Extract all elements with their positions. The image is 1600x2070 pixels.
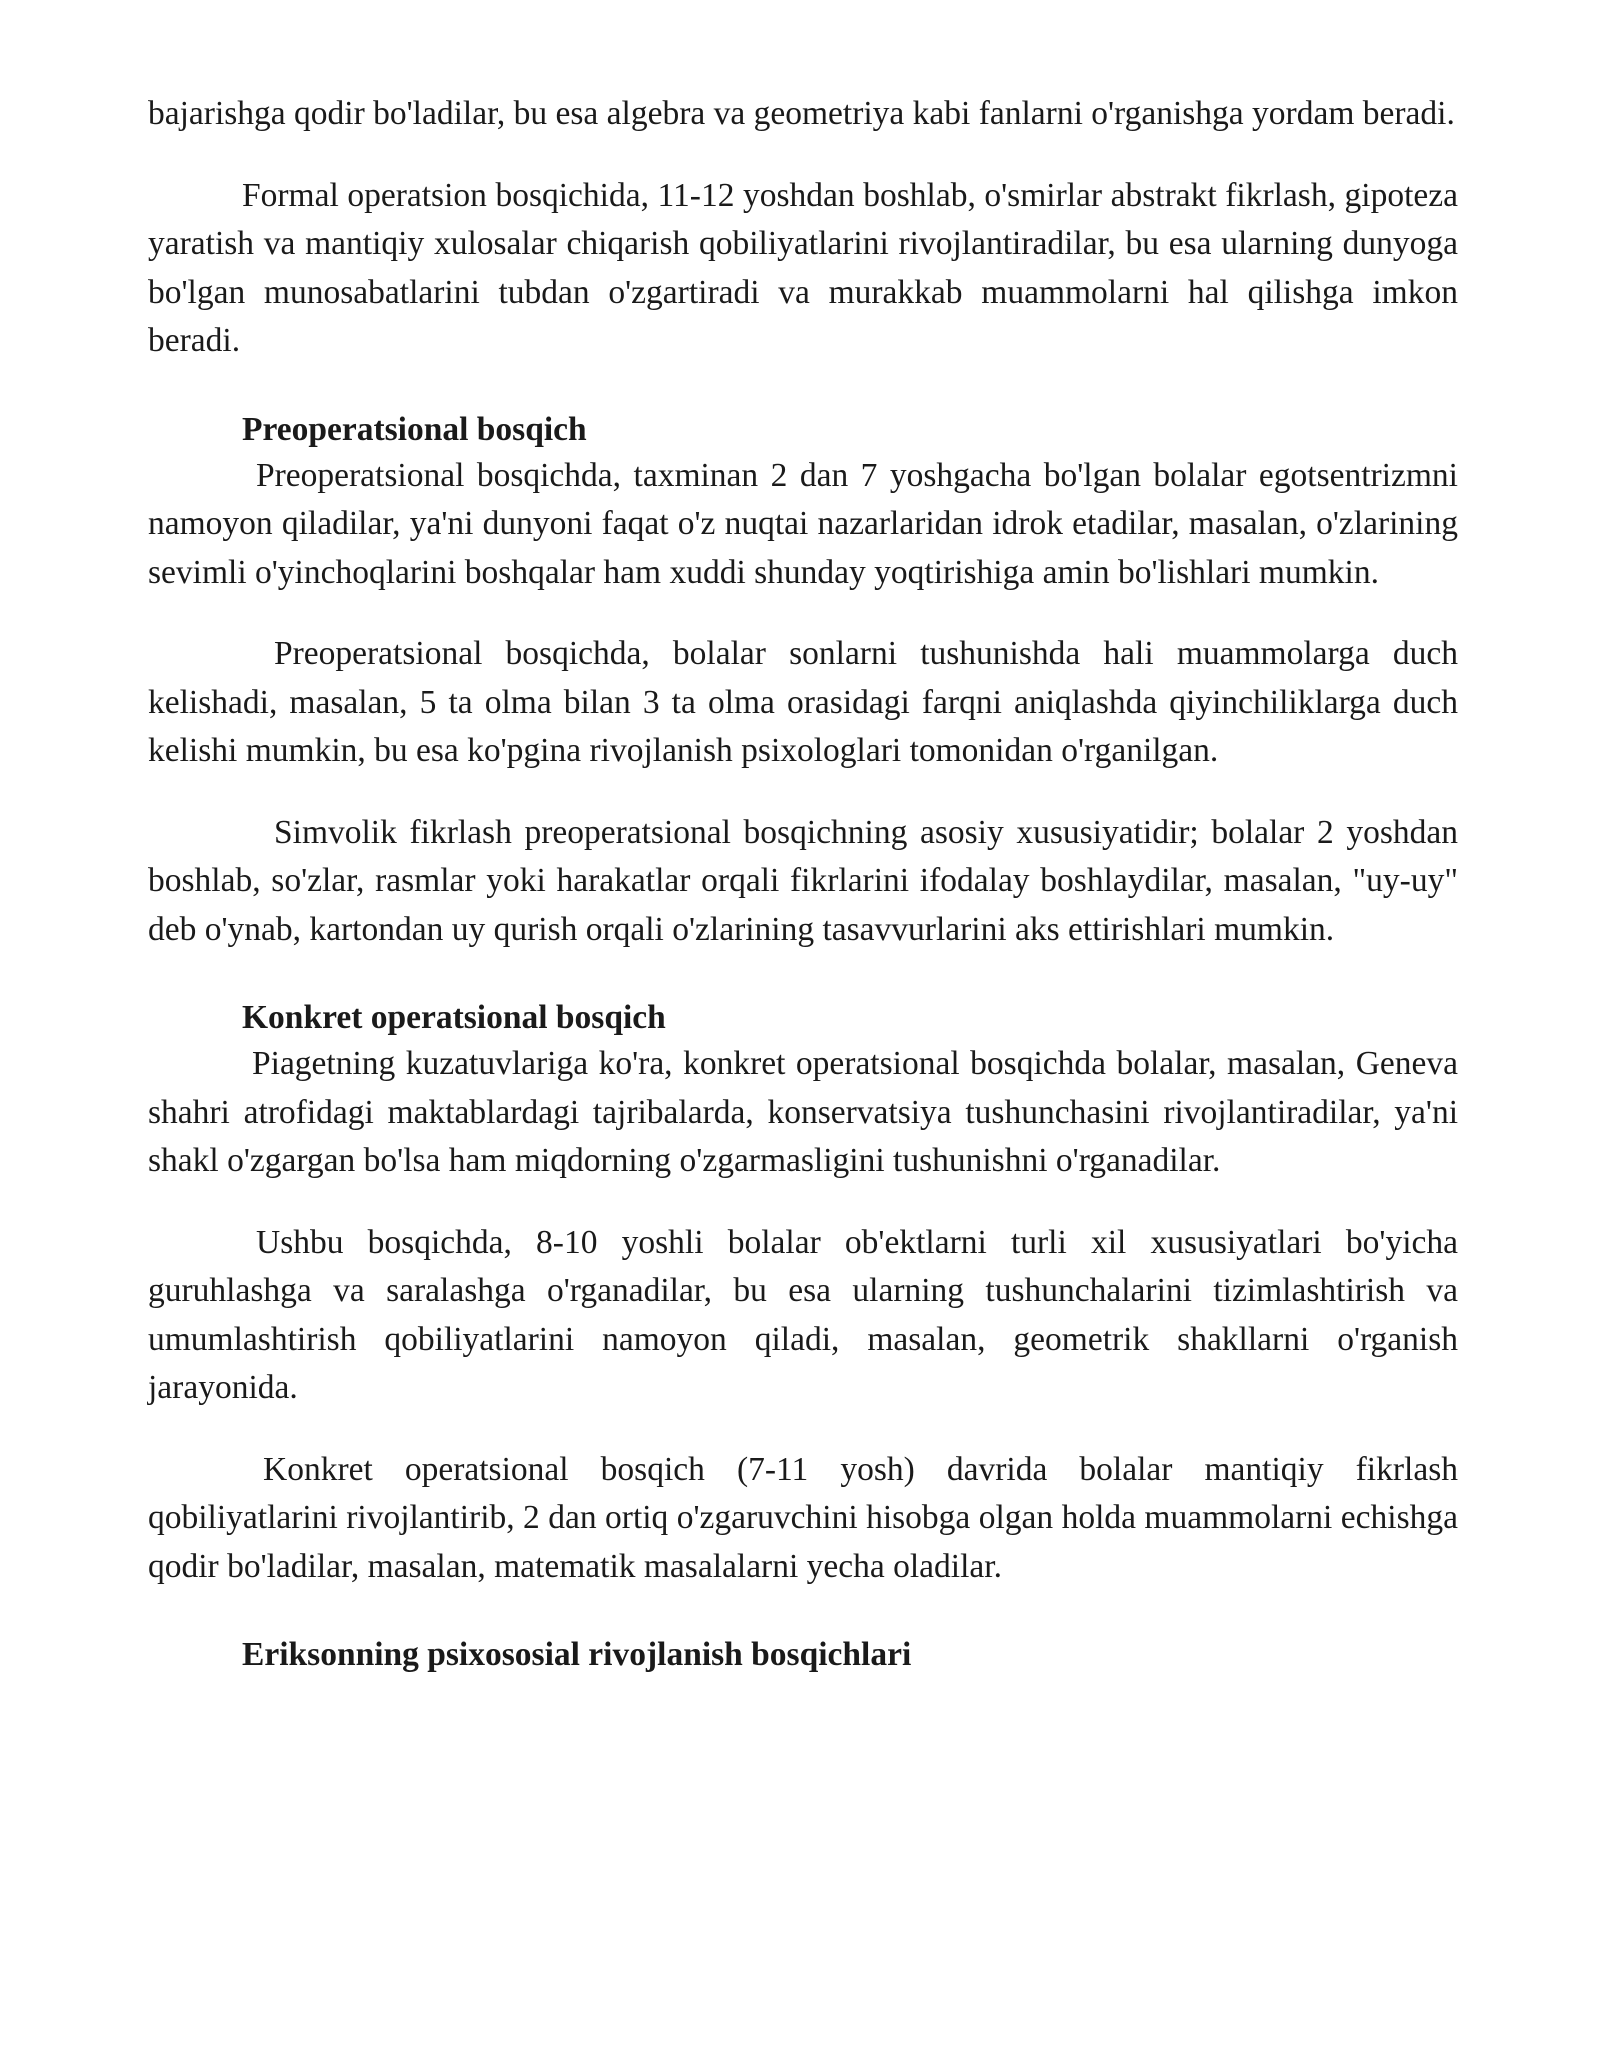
- paragraph-conservation: Piagetning kuzatuvlariga ko'ra, konkret operatsional bosqichda bolalar, masalan, Geneva shahri atrofidagi maktablardagi tajribalarda, konservatsiya tushunchasini rivojlantiradilar, ya'ni shakl o'zgargan bo'lsa ham miqdorning o'zgarmasligini tushunishni o'rganadilar.: [148, 1045, 1458, 1179]
- document-page: [148, 90, 1458, 1677]
- paragraph-continued: bajarishga qodir bo'ladilar, bu esa algebra va geometriya kabi fanlarni o'rganishga yordam beradi.: [148, 95, 1455, 132]
- heading-preoperational-stage: Preoperatsional bosqich: [242, 410, 587, 448]
- paragraph-egocentrism: Preoperatsional bosqichda, taxminan 2 dan 7 yoshgacha bo'lgan bolalar egotsentrizmni namoyon qiladilar, ya'ni dunyoni faqat o'z nuqtai nazarlaridan idrok etadilar, masalan, o'zlarining sevimli o'yinchoqlarini boshqalar ham xuddi shunday yoqtirishiga amin bo'lishlari mumkin.: [148, 456, 1458, 591]
- paragraph-classification: Ushbu bosqichda, 8-10 yoshli bolalar ob'ektlarni turli xil xususiyatlari bo'yicha guruhlashga va saralashga o'rganadilar, bu esa ularning tushunchalarini tizimlashtirish va umumlashtirish qobiliyatlarini namoyon qiladi, masalan, geometrik shakllarni o'rganish jarayonida.: [148, 1223, 1458, 1406]
- paragraph-symbolic-thinking: Simvolik fikrlash preoperatsional bosqichning asosiy xususiyatidir; bolalar 2 yoshdan boshlab, so'zlar, rasmlar yoki harakatlar orqali fikrlarini ifodalay boshlaydilar, masalan, "uy-uy" deb o'ynab, kartondan uy qurish orqali o'zlarining tasavvurlarini aks ettirishlari mumkin.: [148, 813, 1458, 948]
- heading-concrete-operational-stage: Konkret operatsional bosqich: [242, 999, 666, 1036]
- paragraph-logical-thinking: Konkret operatsional bosqich (7-11 yosh) davrida bolalar mantiqiy fikrlash qobiliyatlarini rivojlantirib, 2 dan ortiq o'zgaruvchini hisobga olgan holda muammolarni echishga qodir bo'ladilar, masalan, matematik masalalarni yecha oladilar.: [148, 1450, 1458, 1585]
- paragraph-formal-operational: Formal operatsion bosqichida, 11-12 yoshdan boshlab, o'smirlar abstrakt fikrlash, gipoteza yaratish va mantiqiy xulosalar chiqarish qobiliyatlarini rivojlantiradilar, bu esa ularning dunyoga bo'lgan munosabatlarini tubdan o'zgartiradi va murakkab muammolarni hal qilishga imkon beradi.: [148, 176, 1458, 359]
- paragraph-number-understanding: Preoperatsional bosqichda, bolalar sonlarni tushunishda hali muammolarga duch kelishadi, masalan, 5 ta olma bilan 3 ta olma orasidagi farqni aniqlashda qiyinchiliklarga duch kelishi mumkin, bu esa ko'pgina rivojlanish psixologlari tomonidan o'rganilgan.: [148, 635, 1458, 769]
- heading-erikson-stages: Eriksonning psixososial rivojlanish bosqichlari: [242, 1636, 912, 1673]
